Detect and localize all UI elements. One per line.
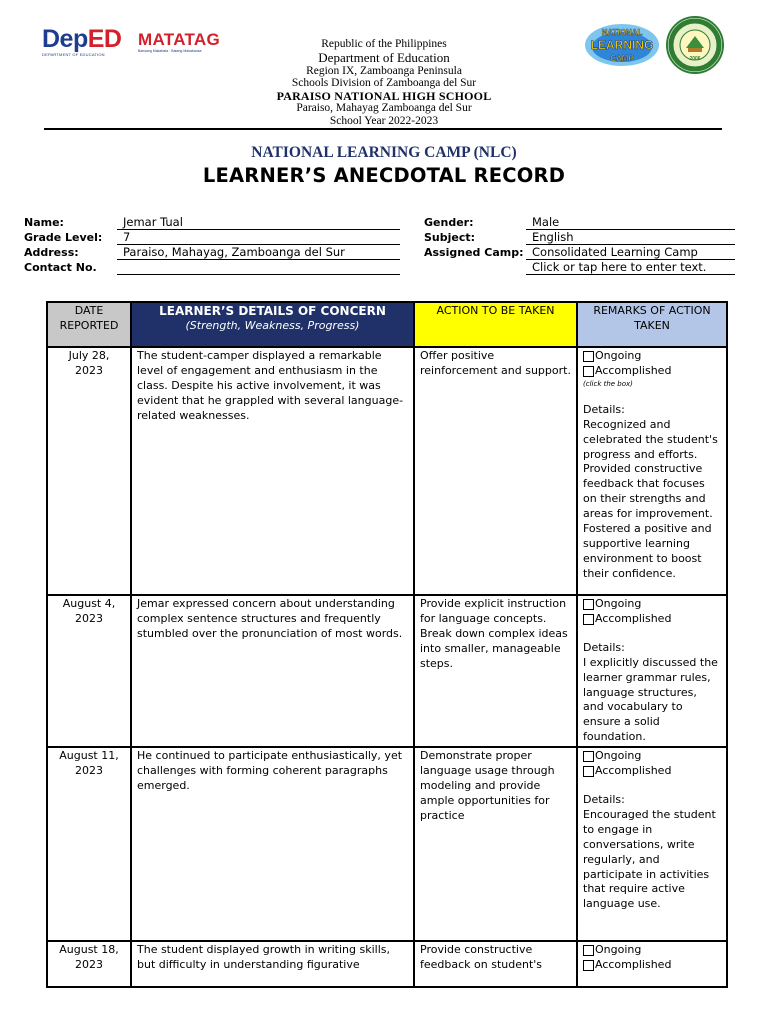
ongoing-checkbox[interactable]: [583, 751, 594, 762]
national-learning-camp-logo: [583, 22, 661, 68]
subject-label: Subject:: [424, 231, 476, 244]
click-box-hint: (click the box): [583, 379, 633, 388]
address-field[interactable]: Paraiso, Mahayag, Zamboanga del Sur: [117, 245, 400, 260]
letterhead: [232, 38, 536, 128]
row-concern[interactable]: He continued to participate enthusiastically, yet challenges with forming coherent paragraphs emerged.: [131, 747, 414, 941]
details-label: Details:: [583, 792, 625, 806]
row-date: July 28, 2023: [47, 347, 131, 595]
assigned-camp-label: Assigned Camp:: [424, 246, 524, 259]
nlc-logo-line2: LEARNING: [590, 38, 654, 52]
matatag-logo-tagline: Bansang Makabata · Batang Makabansa: [138, 49, 202, 53]
accomplished-label: Accomplished: [595, 363, 672, 377]
accomplished-checkbox[interactable]: [583, 960, 594, 971]
school-year: School Year 2022-2023: [329, 114, 439, 127]
department-line: Department of Education: [318, 49, 450, 65]
document-title: LEARNER’S ANECDOTAL RECORD: [202, 164, 566, 187]
gender-field[interactable]: Male: [526, 215, 735, 230]
row-date: August 4, 2023: [47, 595, 131, 747]
row-concern[interactable]: Jemar expressed concern about understanding complex sentence structures and frequently stumbled over the pronunciation of most words.: [131, 595, 414, 747]
school-seal-logo: [666, 16, 724, 74]
table-header-row: [47, 302, 727, 347]
ongoing-checkbox[interactable]: [583, 351, 594, 362]
matatag-logo-word: MATATAG: [138, 30, 221, 49]
subject-field[interactable]: English: [526, 230, 735, 245]
row-action[interactable]: Offer positive reinforcement and support.: [414, 347, 577, 595]
grade-level-field[interactable]: 7: [117, 230, 400, 245]
ongoing-label: Ongoing: [595, 349, 642, 362]
seal-year: 2006: [689, 56, 701, 62]
ongoing-checkbox[interactable]: [583, 945, 594, 956]
ongoing-label: Ongoing: [595, 749, 642, 763]
row-concern[interactable]: The student displayed growth in writing skills, but difficulty in understanding figurative: [131, 941, 414, 987]
table-row: [47, 747, 727, 941]
deped-logo-dep: Dep: [42, 25, 88, 53]
anecdotal-record-table: [46, 301, 728, 988]
accomplished-label: Accomplished: [595, 764, 672, 778]
contact-field[interactable]: [117, 260, 400, 275]
extra-text-placeholder[interactable]: Click or tap here to enter text.: [526, 260, 735, 275]
details-label: Details:: [583, 640, 625, 654]
republic-line: Republic of the Philippines: [321, 38, 447, 50]
region-line: Region IX, Zamboanga Peninsula: [306, 64, 462, 77]
row-concern[interactable]: The student-camper displayed a remarkable level of engagement and enthusiasm in the class. Despite his active involvement, it was evident that he grappled with several language-related weaknesses.: [131, 347, 414, 595]
table-row: [47, 347, 727, 595]
header-divider: [44, 128, 722, 130]
accomplished-checkbox[interactable]: [583, 766, 594, 777]
name-field[interactable]: Jemar Tual: [117, 215, 400, 230]
details-header-title: LEARNER’S DETAILS OF CONCERN: [159, 304, 386, 318]
contact-label: Contact No.: [24, 261, 97, 274]
deped-logo: [42, 26, 128, 60]
nlc-logo-line3: CAMP: [610, 54, 634, 63]
gender-label: Gender:: [424, 216, 474, 229]
ongoing-label: Ongoing: [595, 597, 642, 610]
school-address: Paraiso, Mahayag Zamboanga del Sur: [296, 102, 472, 115]
row-action[interactable]: Demonstrate proper language usage through modeling and provide ample opportunities for practice: [414, 747, 577, 941]
row-remarks-cell: [577, 941, 727, 987]
details-label: Details:: [583, 402, 625, 416]
name-label: Name:: [24, 216, 64, 229]
assigned-camp-field[interactable]: Consolidated Learning Camp: [526, 245, 735, 260]
row-remarks-cell: [577, 347, 727, 595]
row-remarks[interactable]: I explicitly discussed the learner grammar rules, language structures, and vocabulary to ensure a solid foundation.: [583, 655, 718, 744]
deped-logo-ed: ED: [87, 25, 122, 53]
details-of-concern-header: [131, 302, 414, 347]
accomplished-checkbox[interactable]: [583, 366, 594, 377]
table-row: [47, 941, 727, 987]
row-action[interactable]: Provide explicit instruction for language concepts. Break down complex ideas into smaller, manageable steps.: [414, 595, 577, 747]
row-remarks[interactable]: Recognized and celebrated the student's progress and efforts. Provided constructive feedback that focuses on their strengths and areas for improvement. Fostered a positive and supportive learning environment to boost their confidence.: [583, 417, 718, 580]
row-remarks[interactable]: Encouraged the student to engage in conversations, write regularly, and participate in activities that require active language use.: [583, 807, 716, 911]
division-line: Schools Division of Zamboanga del Sur: [291, 77, 477, 90]
action-to-be-taken-header: ACTION TO BE TAKEN: [414, 302, 577, 347]
row-date: August 18, 2023: [47, 941, 131, 987]
ongoing-checkbox[interactable]: [583, 599, 594, 610]
table-row: [47, 595, 727, 747]
ongoing-label: Ongoing: [595, 943, 642, 957]
nlc-logo-line1: NATIONAL: [601, 28, 643, 37]
row-action[interactable]: Provide constructive feedback on student's: [414, 941, 577, 987]
date-reported-header: DATE REPORTED: [47, 302, 131, 347]
details-header-subtitle: (Strength, Weakness, Progress): [185, 318, 360, 332]
deped-logo-tagline: DEPARTMENT OF EDUCATION: [42, 52, 105, 57]
row-remarks-cell: [577, 747, 727, 941]
row-date: August 11, 2023: [47, 747, 131, 941]
address-label: Address:: [24, 246, 79, 259]
grade-level-label: Grade Level:: [24, 231, 103, 244]
accomplished-label: Accomplished: [595, 958, 672, 972]
remarks-header: REMARKS OF ACTION TAKEN: [577, 302, 727, 347]
program-title: NATIONAL LEARNING CAMP (NLC): [251, 144, 517, 161]
matatag-logo: [138, 31, 238, 61]
accomplished-label: Accomplished: [595, 611, 672, 625]
row-remarks-cell: [577, 595, 727, 747]
accomplished-checkbox[interactable]: [583, 614, 594, 625]
school-name: PARAISO NATIONAL HIGH SCHOOL: [276, 88, 492, 103]
